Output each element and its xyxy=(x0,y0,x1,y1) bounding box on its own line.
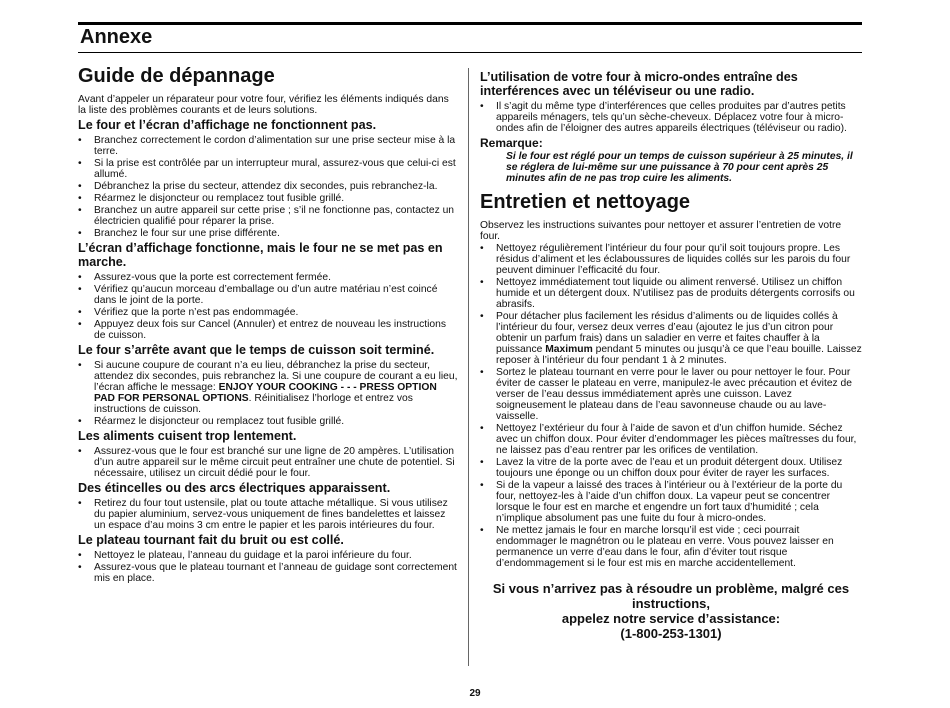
power-level: Maximum xyxy=(545,344,593,355)
list-item: • Branchez correctement le cordon d’alimentation sur une prise secteur mise à la terre. xyxy=(78,135,458,157)
list-item xyxy=(78,360,458,415)
item-text: Pour détacher plus facilement les résidus d’aliments ou de liquides collés à l’intérieur du four, versez deux verres d’eau (ajoutez le jus d’un citron pour obtenir un parfum frais) dans un saladier en verre et faites chauffer à la puissance xyxy=(496,311,838,355)
list-item: • Réarmez le disjoncteur ou remplacez tout fusible grillé. xyxy=(78,193,458,204)
list-item: • Assurez-vous que le four est branché sur une ligne de 20 ampères. L’utilisation d’un autre appareil sur le même circuit peut entraîner une chute de potentiel. Si nécessaire, utilisez un circuit dédié pour le four. xyxy=(78,446,458,479)
note-text: Si le four est réglé pour un temps de cuisson supérieur à 25 minutes, il se réglera de lui-même sur une puissance à 70 pour cent après 25 minutes afin de ne pas trop cuire les aliments. xyxy=(506,151,853,184)
right-column xyxy=(480,68,862,641)
list-item: • Réarmez le disjoncteur ou remplacez tout fusible grillé. xyxy=(78,416,458,427)
header-title: Annexe xyxy=(80,26,153,48)
bullet-list xyxy=(78,360,458,427)
item-text: Si aucune coupure de courant n’a eu lieu, débranchez la prise du secteur, attendez dix secondes, puis rebranchez la. Si une coupure de courant a eu lieu, l’écran affiche le message: xyxy=(94,360,458,393)
bullet-list xyxy=(78,135,458,239)
list-item: • Vérifiez qu’aucun morceau d’emballage ou d’un autre matériau n’est coincé dans le joint de la porte. xyxy=(78,284,458,306)
section-heading: L’écran d’affichage fonctionne, mais le four ne se met pas en marche. xyxy=(78,241,443,269)
list-item: • Branchez un autre appareil sur cette prise ; s’il ne fonctionne pas, contactez un électricien qualifié pour réparer la prise. xyxy=(78,205,458,227)
list-item: • Ne mettez jamais le four en marche lorsqu’il est vide ; ceci pourrait endommager le magnétron ou le plateau en verre. Vous pouvez laisser en permanence un verre d’eau dans le four, afin d’éviter tout risque d’endommagement si le four est mis en marche accidentellement. xyxy=(480,525,862,569)
section-heading: Le four s’arrête avant que le temps de cuisson soit terminé. xyxy=(78,343,435,357)
list-item xyxy=(480,311,862,366)
header-top-rule xyxy=(78,22,862,25)
list-item: • Assurez-vous que la porte est correctement fermée. xyxy=(78,272,458,283)
item-text: pendant 5 minutes ou jusqu’à ce que l’eau bouille. Laissez reposer à l’intérieur du four pendant 1 à 2 minutes. xyxy=(496,344,862,366)
list-item: • Débranchez la prise du secteur, attendez dix secondes, puis rebranchez-la. xyxy=(78,181,458,192)
bullet-list xyxy=(78,272,458,341)
service-line: Si vous n’arrivez pas à résoudre un problème, malgré ces instructions, xyxy=(492,581,850,611)
list-item: • Si la prise est contrôlée par un interrupteur mural, assurez-vous que celui-ci est allumé. xyxy=(78,158,458,180)
note-label: Remarque: xyxy=(480,136,543,150)
service-line: appelez notre service d’assistance: xyxy=(561,611,781,626)
service-contact xyxy=(480,581,862,641)
list-item: • Si de la vapeur a laissé des traces à l’intérieur ou à l’extérieur de la porte du four, nettoyez-les à l’aide d’un chiffon doux. La vapeur peut se concentrer lorsque le four est en marche et engendre un fort taux d’humidité ; cela n’implique absolument pas une fuite du four à micro-ondes. xyxy=(480,480,862,524)
bullet-list xyxy=(78,550,458,584)
column-divider xyxy=(468,68,469,666)
list-item: • Vérifiez que la porte n’est pas endommagée. xyxy=(78,307,458,318)
bullet-list xyxy=(78,498,458,531)
cleaning-intro: Observez les instructions suivantes pour nettoyer et assurer l’entretien de votre four. xyxy=(480,220,842,242)
display-message: ENJOY YOUR COOKING - - - PRESS OPTION PAD FOR PERSONAL OPTIONS xyxy=(94,382,437,404)
list-item: • Nettoyez régulièrement l’intérieur du four pour qu’il soit toujours propre. Les résidus d’aliment et les éclaboussures de liquides collés sur les parois du four peuvent diminuer l’efficacité du four. xyxy=(480,243,862,276)
section-heading: Le plateau tournant fait du bruit ou est collé. xyxy=(78,533,344,547)
bullet-list xyxy=(480,243,862,569)
section-heading: L’utilisation de votre four à micro-ondes entraîne des interférences avec un téléviseur ou une radio. xyxy=(480,70,798,98)
section-heading: Des étincelles ou des arcs électriques apparaissent. xyxy=(78,481,391,495)
left-column xyxy=(78,64,458,585)
list-item: • Nettoyez l’extérieur du four à l’aide de savon et d’un chiffon humide. Séchez avec un chiffon doux. Pour éviter d’endommager les pièces maîtresses du four, ne laissez pas d’eau rentrer par les orifices de ventilation. xyxy=(480,423,862,456)
troubleshooting-title: Guide de dépannage xyxy=(78,65,275,87)
section-heading: Les aliments cuisent trop lentement. xyxy=(78,429,297,443)
list-item: • Lavez la vitre de la porte avec de l’eau et un produit détergent doux. Utilisez toujours une éponge ou un chiffon doux pour éviter de rayer les surfaces. xyxy=(480,457,862,479)
list-item: • Sortez le plateau tournant en verre pour le laver ou pour nettoyer le four. Pour éviter de casser le plateau en verre, manipulez-le avec précaution et évitez de verser de l’eau dessus immédiatement après une cuisson. Lavez soigneusement le plateau dans de l’eau savonneuse chaude ou au lave-vaisselle. xyxy=(480,367,862,422)
item-text: . Réinitialisez l’horloge et entrez vos instructions de cuisson. xyxy=(94,393,413,415)
list-item: • Nettoyez le plateau, l’anneau du guidage et la paroi inférieure du four. xyxy=(78,550,458,561)
service-phone: (1-800-253-1301) xyxy=(620,626,722,641)
cleaning-title: Entretien et nettoyage xyxy=(480,191,691,213)
page-number: 29 xyxy=(469,688,481,699)
list-item: • Appuyez deux fois sur Cancel (Annuler) et entrez de nouveau les instructions de cuisson. xyxy=(78,319,458,341)
list-item: • Branchez le four sur une prise différente. xyxy=(78,228,458,239)
list-item: • Il s’agit du même type d’interférences que celles produites par d’autres petits appareils ménagers, tels qu’un sèche-cheveux. Déplacez votre four à micro-ondes afin de l’éloigner des autres appareils électriques (téléviseur ou radio). xyxy=(480,101,862,134)
list-item: • Assurez-vous que le plateau tournant et l’anneau de guidage sont correctement mis en place. xyxy=(78,562,458,584)
header-bottom-rule xyxy=(78,52,862,53)
troubleshooting-intro: Avant d’appeler un réparateur pour votre four, vérifiez les éléments indiqués dans la liste des problèmes courants et de leurs solutions. xyxy=(78,94,449,116)
list-item: • Retirez du four tout ustensile, plat ou toute attache métallique. Si vous utilisez du papier aluminium, servez-vous uniquement de fines bandelettes et laissez un espace d’au moins 3 cm entre le papier et les parois intérieures du four. xyxy=(78,498,458,531)
bullet-list xyxy=(78,446,458,479)
bullet-list xyxy=(480,101,862,134)
section-heading: Le four et l’écran d’affichage ne fonctionnent pas. xyxy=(78,118,377,132)
list-item: • Nettoyez immédiatement tout liquide ou aliment renversé. Utilisez un chiffon humide et un détergent doux. N’utilisez pas de produits détergents corrosifs ou abrasifs. xyxy=(480,277,862,310)
